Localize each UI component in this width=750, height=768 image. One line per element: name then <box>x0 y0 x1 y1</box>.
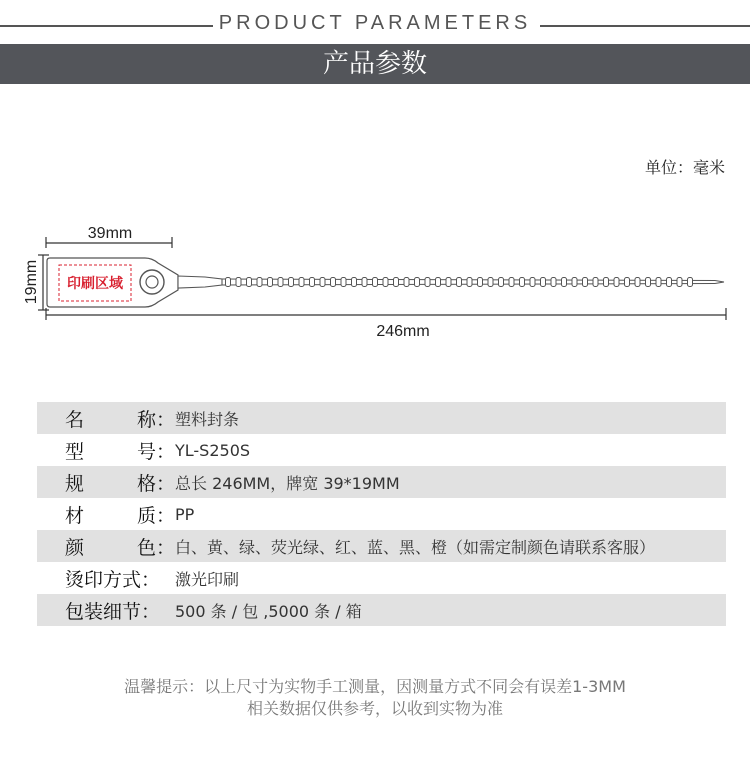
note-line-1: 温馨提示：以上尺寸为实物手工测量，因测量方式不同会有误差1-3MM <box>124 677 626 696</box>
length-dimension-label: 246mm <box>376 323 430 340</box>
strap-bead <box>257 278 262 287</box>
seal-neck <box>178 276 222 288</box>
param-label-part: 材 <box>65 504 85 527</box>
param-value: 总长 246MM，牌宽 39*19MM <box>175 473 400 493</box>
strap-bead <box>278 278 283 287</box>
strap-bead <box>520 278 525 287</box>
strap-bead <box>226 278 231 287</box>
strap-bead <box>299 278 304 287</box>
param-label-part: 格： <box>136 472 175 495</box>
param-value: 500 条 / 包 ,5000 条 / 箱 <box>175 601 362 621</box>
strap-bead <box>331 278 336 287</box>
strap-bead <box>530 278 535 287</box>
param-row <box>37 562 726 594</box>
strap-bead <box>268 278 273 287</box>
strap-bead <box>341 278 346 287</box>
param-value: YL-S250S <box>175 440 251 460</box>
strap-bead <box>656 278 661 287</box>
param-label-part: 烫印方式： <box>65 568 161 591</box>
strap-bead <box>383 278 388 287</box>
param-label-part: 名 <box>65 408 85 431</box>
strap-bead <box>362 278 367 287</box>
strap-bead <box>236 278 241 287</box>
width-dimension-label: 39mm <box>87 225 133 242</box>
strap-bead <box>667 278 672 287</box>
measurement-note <box>0 676 750 720</box>
param-value: 塑料封条 <box>175 409 240 429</box>
strap-bead <box>688 278 693 287</box>
strap-bead <box>593 278 598 287</box>
param-label-part: 称： <box>136 408 175 431</box>
strap-bead <box>436 278 441 287</box>
param-row <box>37 530 726 562</box>
strap-bead <box>457 278 462 287</box>
unit-label: 单位：毫米 <box>644 158 725 177</box>
strap-bead <box>415 278 420 287</box>
section-title: 产品参数 <box>322 49 427 79</box>
strap-bead <box>551 278 556 287</box>
strap-bead <box>478 278 483 287</box>
param-value: 激光印刷 <box>175 569 240 589</box>
param-row <box>37 434 726 466</box>
param-label <box>37 405 175 432</box>
param-label-part: 规 <box>65 472 85 495</box>
height-dimension-label: 19mm <box>23 259 40 305</box>
strap-bead <box>446 278 451 287</box>
seal-ring-inner <box>146 276 158 288</box>
section-title-bar <box>0 44 750 84</box>
strap-bead <box>488 278 493 287</box>
strap-bead <box>646 278 651 287</box>
strap-tip-bottom <box>715 282 724 284</box>
strap-bead <box>310 278 315 287</box>
strap-bead <box>247 278 252 287</box>
strap-bead <box>289 278 294 287</box>
param-label <box>37 597 175 624</box>
param-label-part: 号： <box>136 440 175 463</box>
param-label <box>37 469 175 496</box>
parameters-table <box>37 402 726 626</box>
param-label-part: 色： <box>136 536 175 559</box>
param-label-part: 颜 <box>65 536 85 559</box>
header-english-title: PRODUCT PARAMETERS <box>218 12 532 34</box>
strap-bead <box>562 278 567 287</box>
param-label-part: 包装细节： <box>65 600 161 623</box>
strap-bead <box>572 278 577 287</box>
param-row <box>37 466 726 498</box>
param-row <box>37 594 726 626</box>
strap-bead <box>394 278 399 287</box>
product-diagram <box>0 215 750 345</box>
strap-bead <box>509 278 514 287</box>
seal-drawing <box>0 215 750 345</box>
strap-bead <box>467 278 472 287</box>
param-label <box>37 533 175 560</box>
strap-bead <box>404 278 409 287</box>
param-row <box>37 402 726 434</box>
strap-bead <box>373 278 378 287</box>
strap-bead <box>677 278 682 287</box>
strap-bead <box>635 278 640 287</box>
strap-bead <box>499 278 504 287</box>
param-label <box>37 437 175 464</box>
print-area-label: 印刷区域 <box>67 276 123 292</box>
param-label <box>37 565 175 592</box>
strap-bead <box>352 278 357 287</box>
strap-bead <box>604 278 609 287</box>
strap-bead <box>541 278 546 287</box>
param-label-part: 型 <box>65 440 85 463</box>
param-label-part: 质： <box>136 504 175 527</box>
strap-bead <box>625 278 630 287</box>
param-label <box>37 501 175 528</box>
strap-bead <box>320 278 325 287</box>
param-value: PP <box>175 504 195 524</box>
strap-bead <box>583 278 588 287</box>
note-line-2: 相关数据仅供参考，以收到实物为准 <box>246 699 503 718</box>
strap-bead <box>614 278 619 287</box>
param-value: 白、黄、绿、荧光绿、红、蓝、黑、橙（如需定制颜色请联系客服） <box>175 537 656 557</box>
strap-bead <box>425 278 430 287</box>
param-row <box>37 498 726 530</box>
